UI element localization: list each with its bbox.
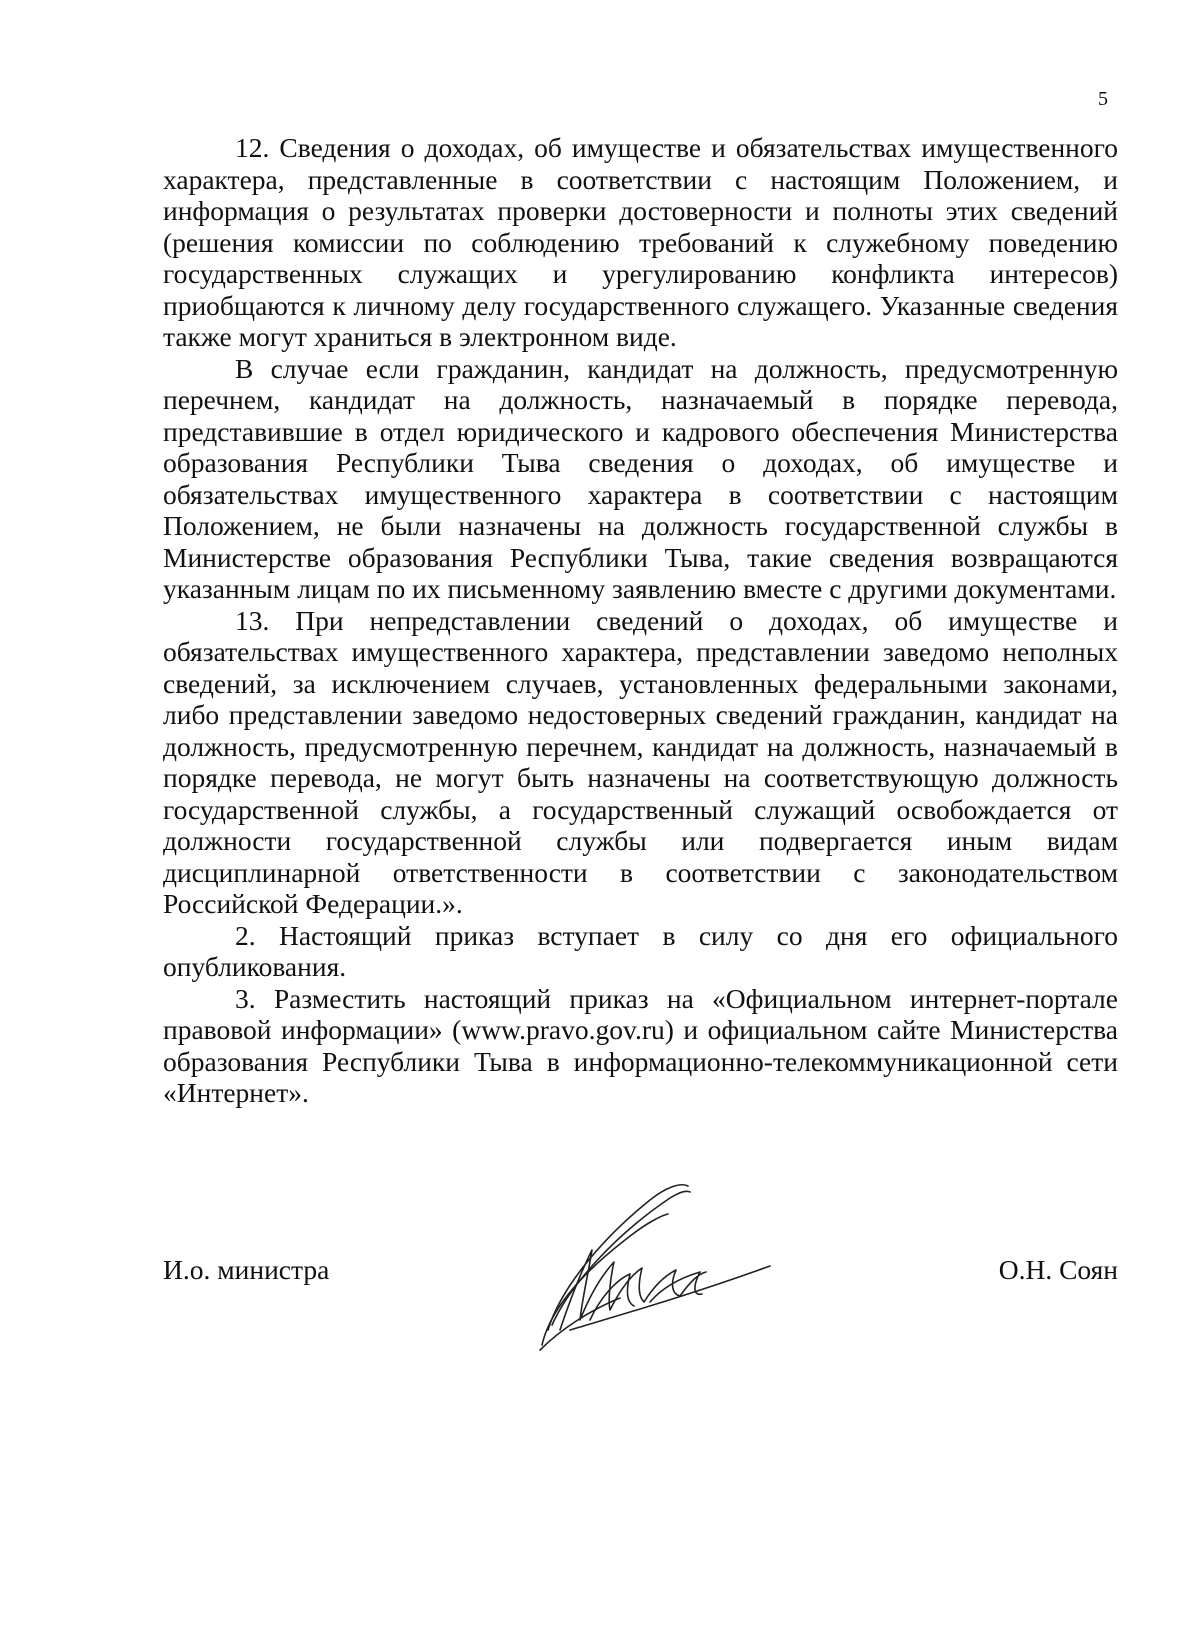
paragraph-12: 12. Сведения о доходах, об имуществе и обязательствах имущественного характера, представленные в соответствии с настоящим Положением, и информация о результатах проверки достоверности и полноты этих сведений (решения комиссии по соблюдению требований к служебному поведению государственных служащих и урегулированию конфликта интересов) приобщаются к личному делу государственного служащего. Указанные сведения также могут храниться в электронном виде. (163, 132, 1118, 352)
paragraph-effective-date: 2. Настоящий приказ вступает в силу со дня его официального опубликования. (163, 919, 1118, 982)
signatory-name: О.Н. Соян (998, 1254, 1118, 1285)
document-body (163, 132, 1118, 1109)
page-number: 5 (1098, 88, 1108, 110)
paragraph-13: 13. При непредставлении сведений о доходах, об имуществе и обязательствах имущественного характера, представлении заведомо неполных сведений, за исключением случаев, установленных федеральными законами, либо представлении заведомо недостоверных сведений гражданин, кандидат на должность, предусмотренную перечнем, кандидат на должность, назначаемый в порядке перевода, не могут быть назначены на соответствующую должность государственной службы, а государственный служащий освобождается от должности государственной службы или подвергается иным видам дисциплинарной ответственности в соответствии с законодательством Российской Федерации.». (163, 604, 1118, 919)
handwritten-signature (530, 1180, 790, 1360)
signatory-title: И.о. министра (163, 1254, 330, 1285)
paragraph-return-of-documents: В случае если гражданин, кандидат на должность, предусмотренную перечнем, кандидат на должность, назначаемый в порядке перевода, представившие в отдел юридического и кадрового обеспечения Министерства образования Республики Тыва сведения о доходах, об имуществе и обязательствах имущественного характера в соответствии с настоящим Положением, не были назначены на должность государственной службы в Министерстве образования Республики Тыва, такие сведения возвращаются указанным лицам по их письменному заявлению вместе с другими документами. (163, 352, 1118, 604)
paragraph-publication: 3. Разместить настоящий приказ на «Официальном интернет-портале правовой информации» (www.pravo.gov.ru) и официальном сайте Министерства образования Республики Тыва в информационно-телекоммуникационной сети «Интернет». (163, 982, 1118, 1108)
